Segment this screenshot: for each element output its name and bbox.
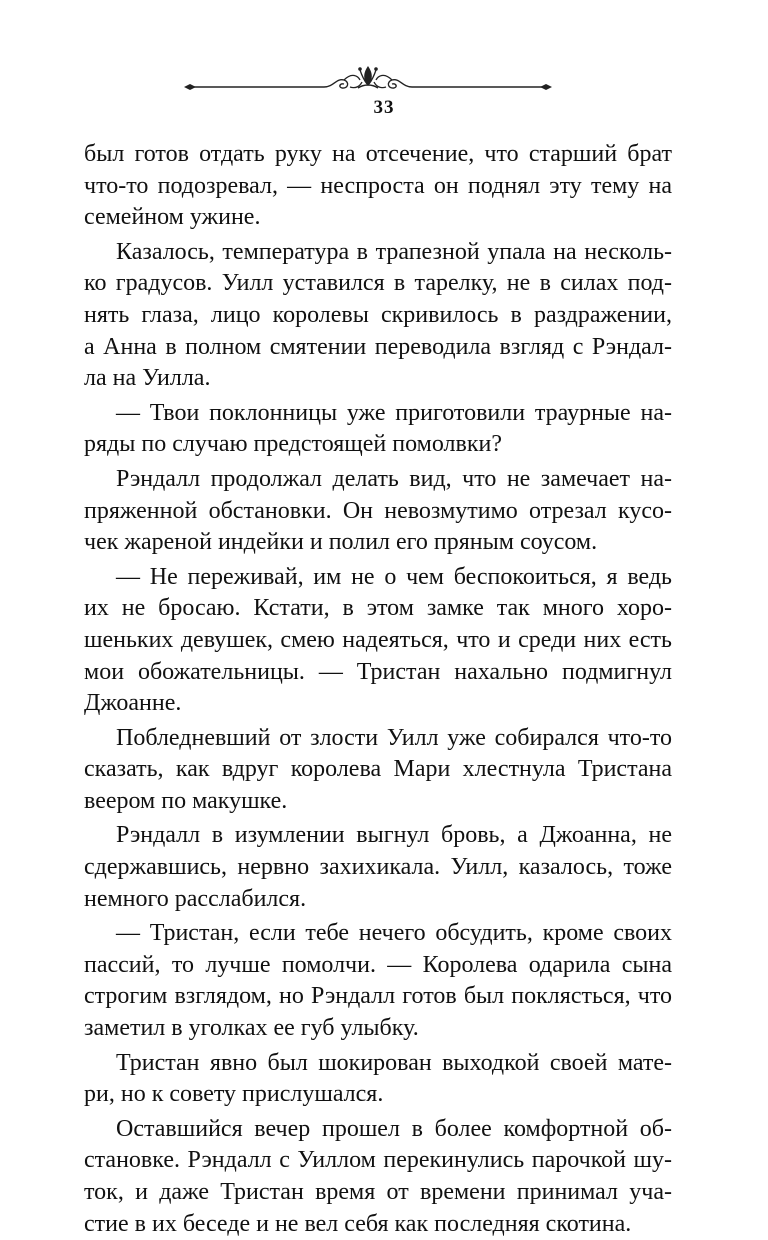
text-line: немного расслабился. (84, 885, 307, 912)
text-line: Джоанне. (84, 690, 182, 717)
text-line: становке. Рэндалл с Уиллом перекинулись парочкой шу- (84, 1147, 672, 1174)
text-line: пассий, то лучше помолчи. — Королева одарила сына (84, 951, 672, 978)
text-line: мои обожательницы. — Тристан нахально подмигнул (84, 658, 672, 685)
text-line: ри, но к совету прислушался. (84, 1081, 384, 1108)
text-line: сдержавшись, нервно захихикала. Уилл, казалось, тоже (84, 854, 672, 881)
text-line: — Твои поклонницы уже приготовили траурные на- (116, 399, 672, 426)
text-line: — Не переживай, им не о чем беспокоиться, я ведь (116, 563, 672, 590)
text-line: а Анна в полном смятении переводила взгляд с Рэндал- (84, 333, 672, 360)
text-line: что-то подозревал, — неспроста он поднял эту тему на (84, 172, 672, 199)
text-line: строгим взглядом, но Рэндалл готов был поклясться, что (84, 983, 672, 1010)
text-line: Оставшийся вечер прошел в более комфортной об- (116, 1115, 672, 1142)
text-line: — Тристан, если тебе нечего обсудить, кроме своих (116, 920, 672, 947)
text-line: пряженной обстановки. Он невозмутимо отрезал кусо- (84, 497, 672, 524)
text-line: был готов отдать руку на отсечение, что старший брат (84, 141, 672, 167)
text-line: чек жареной индейки и полил его пряным соусом. (84, 529, 598, 556)
text-line: стие в их беседе и не вел себя как последняя скотина. (84, 1210, 632, 1237)
text-line: Казалось, температура в трапезной упала на несколь- (116, 238, 672, 265)
text-line: ко градусов. Уилл уставился в тарелку, не в силах под- (84, 270, 672, 297)
header-ornament (184, 62, 552, 96)
page-number: 33 (373, 97, 395, 118)
text-line: Рэндалл продолжал делать вид, что не замечает на- (116, 465, 672, 492)
text-line: ток, и даже Тристан время от времени принимал уча- (84, 1179, 672, 1205)
text-line: заметил в уголках ее губ улыбку. (84, 1015, 419, 1042)
text-line: сказать, как вдруг королева Мари хлестнула Тристана (84, 756, 672, 783)
text-line: Побледневший от злости Уилл уже собирался что-то (116, 724, 672, 751)
text-line: шеньких девушек, смею надеяться, что и среди них есть (84, 626, 672, 653)
text-line: семейном ужине. (84, 204, 261, 231)
text-line: ла на Уилла. (84, 365, 211, 392)
text-line: Тристан явно был шокирован выходкой своей мате- (116, 1049, 672, 1076)
text-line: веером по макушке. (84, 787, 288, 814)
text-line: нять глаза, лицо королевы скривилось в раздражении, (84, 301, 672, 328)
text-line: Рэндалл в изумлении выгнул бровь, а Джоанна, не (116, 822, 672, 849)
body-text (84, 139, 672, 1240)
text-line: их не бросаю. Кстати, в этом замке так много хоро- (84, 595, 672, 622)
text-line: ряды по случаю предстоящей помолвки? (84, 431, 502, 458)
